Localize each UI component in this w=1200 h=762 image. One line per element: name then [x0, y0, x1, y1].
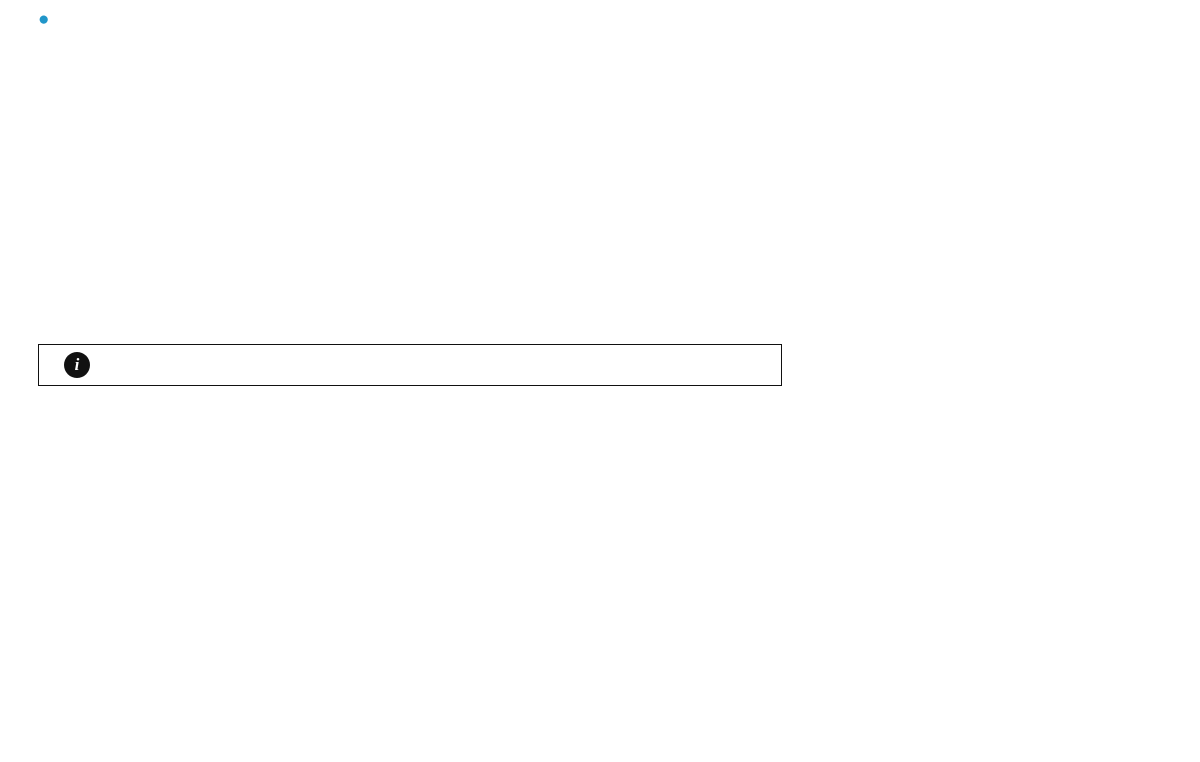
- alerts-timeline: [38, 85, 788, 123]
- info-box: [38, 344, 782, 386]
- location-pin-icon: ●: [38, 9, 50, 30]
- page-header: [38, 10, 858, 38]
- legend-panel: [818, 76, 1168, 120]
- info-icon: i: [64, 352, 90, 378]
- timeline-day-headers: [38, 85, 788, 123]
- alert-description: [58, 495, 1158, 523]
- title-row: [38, 10, 858, 29]
